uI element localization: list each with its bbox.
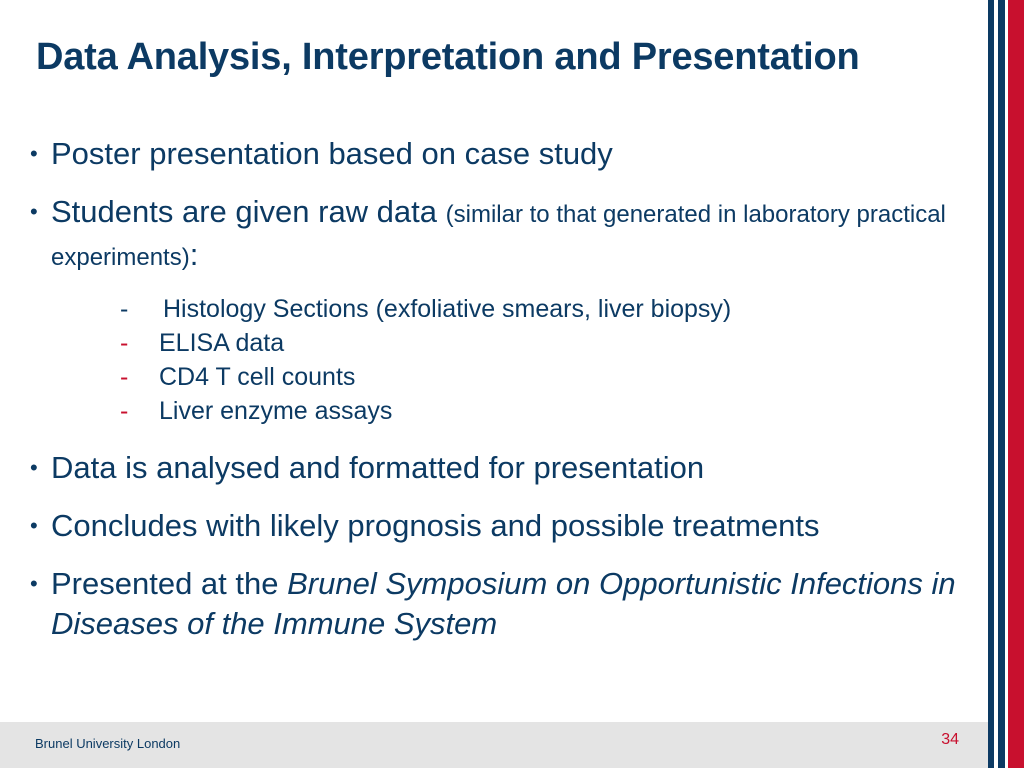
dash-icon: - — [120, 329, 129, 357]
bullet-raw-data — [30, 192, 960, 278]
bullet-text: Poster presentation based on case study — [51, 136, 613, 171]
symposium-name: Brunel Symposium on Opportunistic Infections in Diseases of the Immune System — [51, 566, 956, 641]
sub-item-text: Histology Sections (exfoliative smears, liver biopsy) — [163, 295, 732, 323]
dash-icon: - — [120, 397, 129, 425]
sub-item-elisa — [118, 326, 960, 360]
bullet-dot-icon: • — [30, 513, 38, 538]
bullet-note: (similar to that generated in laboratory practical experiments) — [51, 201, 946, 271]
sub-item-text: CD4 T cell counts — [159, 363, 356, 391]
data-types-list — [118, 292, 960, 428]
sub-item-cd4 — [118, 360, 960, 394]
decorative-stripes — [988, 0, 1024, 768]
footer-institution: Brunel University London — [35, 736, 181, 751]
bullet-symposium — [30, 564, 960, 644]
sub-item-histology — [118, 292, 960, 326]
bullet-poster — [30, 134, 960, 174]
bullet-dot-icon: • — [30, 571, 38, 596]
bullet-colon: : — [189, 237, 199, 272]
slide-title: Data Analysis, Interpretation and Presentation — [36, 36, 860, 78]
bullet-dot-icon: • — [30, 199, 38, 224]
bullet-dot-icon: • — [30, 455, 38, 480]
bullet-text: Presented at the — [51, 566, 288, 601]
stripe-red — [1008, 0, 1024, 768]
bullet-data-analysed — [30, 448, 960, 488]
sub-item-text: Liver enzyme assays — [159, 397, 393, 425]
slide-content — [30, 134, 960, 662]
footer-bar — [0, 722, 988, 768]
bullet-prognosis — [30, 506, 960, 546]
sub-item-liver-enzyme — [118, 394, 960, 428]
sub-item-text: ELISA data — [159, 329, 285, 357]
page-number: 34 — [941, 731, 959, 748]
dash-icon: - — [120, 295, 129, 323]
bullet-dot-icon: • — [30, 141, 38, 166]
bullet-text: Concludes with likely prognosis and possible treatments — [51, 508, 820, 543]
bullet-text: Students are given raw data — [51, 194, 446, 229]
bullet-text: Data is analysed and formatted for presentation — [51, 450, 705, 485]
dash-icon: - — [120, 363, 129, 391]
stripe-navy-2 — [998, 0, 1005, 768]
